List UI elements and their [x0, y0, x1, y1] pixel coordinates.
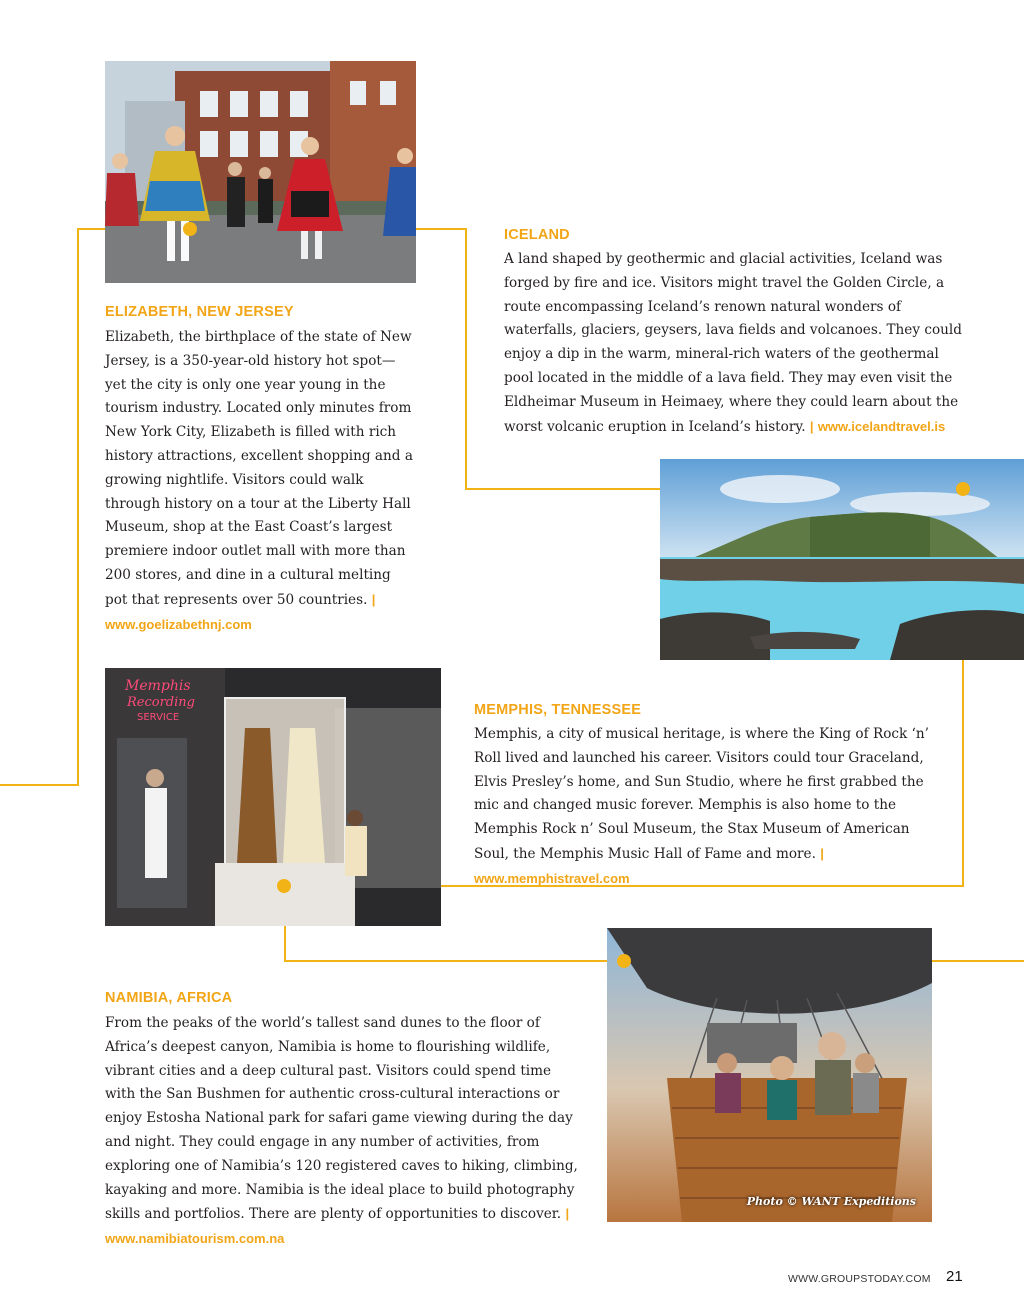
memphis-website-link[interactable]: www.memphistravel.com: [474, 870, 630, 886]
elizabeth-parade-photo: [105, 61, 416, 283]
section-body-namibia: [105, 1012, 585, 1252]
section-body-elizabeth: [105, 326, 415, 637]
namibia-website-link[interactable]: www.namibiatourism.com.na: [105, 1231, 285, 1247]
connector-line: [962, 660, 964, 886]
body-text: A land shaped by geothermic and glacial activities, Iceland was forged by fire and ice. Visitors might travel the Golden Circle, a route encompassing Iceland’s renown natural wonders of waterfalls, glaciers, geysers, lava fields and volcanoes. They could enjoy a dip in the warm, mineral-rich waters of the geothermal pool located in the middle of a lava field. They may even visit the Eldheimar Museum in Heimaey, where they could learn about the worst volcanic eruption in Iceland’s history.: [504, 251, 962, 435]
svg-text:Memphis: Memphis: [125, 678, 191, 694]
elizabeth-website-link[interactable]: www.goelizabethnj.com: [105, 616, 252, 632]
iceland-website-link[interactable]: www.icelandtravel.is: [817, 418, 946, 434]
link-separator: |: [820, 845, 824, 861]
connector-dot: [277, 879, 291, 893]
svg-text:SERVICE: SERVICE: [137, 712, 180, 723]
photo-credit: Photo © WANT Expeditions: [746, 1195, 916, 1208]
connector-dot: [183, 222, 197, 236]
link-separator: |: [371, 591, 376, 607]
section-heading-namibia: NAMIBIA, AFRICA: [105, 990, 233, 1006]
section-heading-memphis: MEMPHIS, TENNESSEE: [474, 702, 642, 718]
svg-text:Recording: Recording: [127, 695, 195, 710]
body-text: From the peaks of the world’s tallest sand dunes to the floor of Africa’s deepest canyon, Namibia is home to flourishing wildlife, vibrant cities and a deep cultural past. Visitors could spend time with the San Bushmen for authentic cross-cultural interactions or enjoy Estosha National park for safari game viewing during the day and night. They could engage in any number of activities, from exploring one of Namibia’s 120 registered caves to hiking, climbing, kayaking and more. Namibia is the ideal place to build photography skills and portfolios. There are plenty of opportunities to discover.: [105, 1015, 578, 1223]
connector-dot: [617, 954, 631, 968]
connector-line: [77, 228, 79, 786]
memphis-museum-photo: [105, 668, 441, 926]
body-text: Elizabeth, the birthplace of the state of New Jersey, is a 350-year-old history hot spot—yet the city is only one year young in the tourism industry. Located only minutes from New York City, Elizabeth is filled with rich history attractions, excellent shopping and a growing nightlife. Visitors could walk through history on a tour at the Liberty Hall Museum, shop at the East Coast’s largest premiere indoor outlet mall with more than 200 stores, and dine in a cultural melting pot that represents over 50 countries.: [105, 329, 413, 608]
section-heading-elizabeth: ELIZABETH, NEW JERSEY: [105, 304, 294, 320]
section-heading-iceland: ICELAND: [504, 227, 570, 243]
body-text: Memphis, a city of musical heritage, is where the King of Rock ‘n’ Roll lived and launched his career. Visitors could tour Graceland, Elvis Presley’s home, and Sun Studio, where he first grabbed the mic and changed music forever. Memphis is also home to the Memphis Rock n’ Soul Museum, the Stax Museum of American Soul, the Memphis Music Hall of Fame and more.: [474, 726, 929, 862]
link-separator: |: [809, 418, 814, 434]
section-body-memphis: [474, 723, 934, 892]
page-number: 21: [946, 1268, 963, 1285]
connector-line: [0, 784, 79, 786]
link-separator: |: [565, 1206, 570, 1222]
connector-dot: [956, 482, 970, 496]
section-body-iceland: [504, 248, 962, 439]
namibia-balloon-photo: [607, 928, 932, 1222]
footer-website: WWW.GROUPSTODAY.COM: [788, 1273, 931, 1285]
connector-line: [465, 228, 467, 489]
